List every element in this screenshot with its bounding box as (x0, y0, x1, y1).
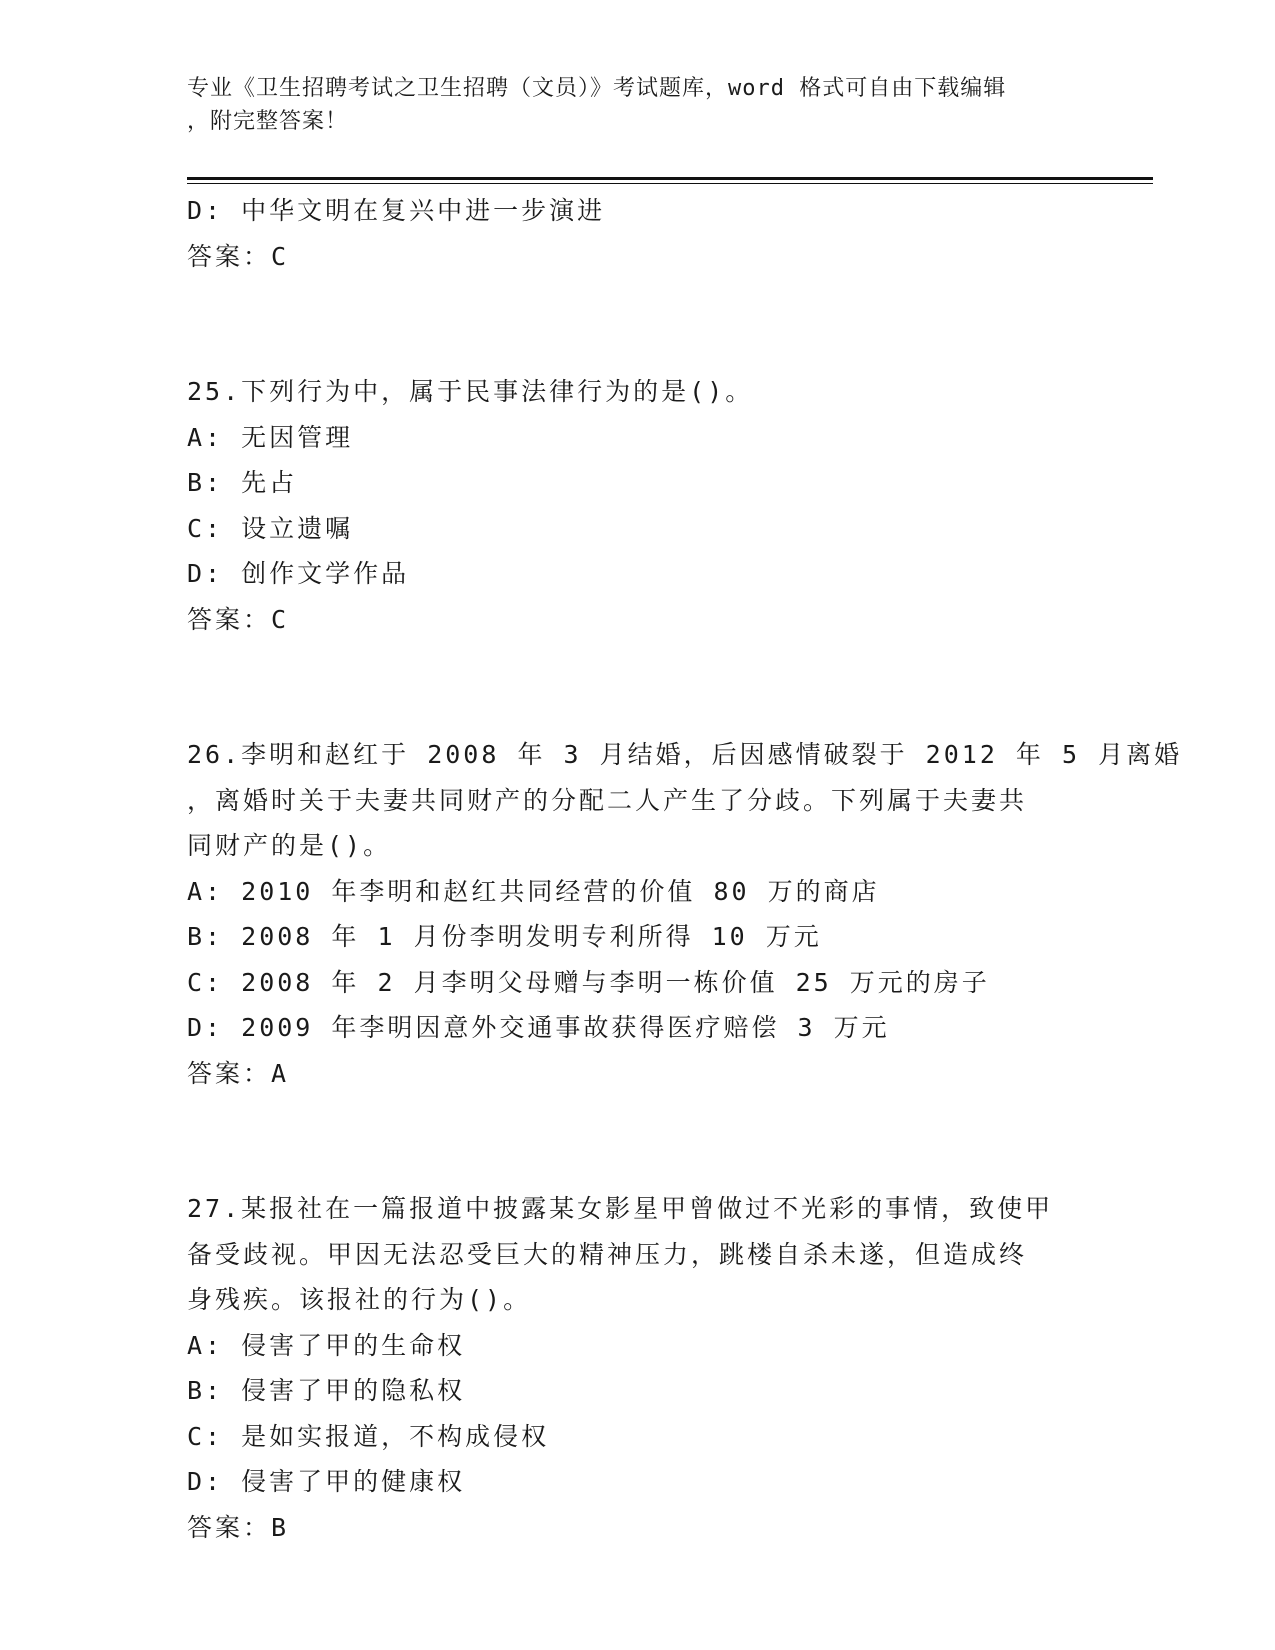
header-rule-thin (187, 183, 1153, 184)
question-26 (187, 732, 1183, 1096)
spacer (187, 642, 1087, 732)
question-stem-line: ，离婚时关于夫妻共同财产的分配二人产生了分歧。下列属于夫妻共 (187, 785, 1028, 815)
question-stem-line: 26.李明和赵红于 2008 年 3 月结婚，后因感情破裂于 2012 年 5 月离婚 (187, 740, 1183, 769)
question-content (187, 188, 1183, 1550)
option-a: A: 侵害了甲的生命权 (187, 1330, 466, 1360)
answer-line: 答案：C (187, 241, 290, 271)
header-line-1: 专业《卫生招聘考试之卫生招聘（文员）》考试题库，word 格式可自由下载编辑 (187, 76, 1007, 101)
question-stem-line: 备受歧视。甲因无法忍受巨大的精神压力，跳楼自杀未遂，但造成终 (187, 1239, 1028, 1269)
spacer (187, 279, 1087, 369)
option-c: C: 是如实报道，不构成侵权 (187, 1421, 550, 1451)
option-d: D: 中华文明在复兴中进一步演进 (187, 196, 606, 225)
header-line-2: ，附完整答案！ (187, 109, 349, 134)
option-a: A: 无因管理 (187, 422, 354, 452)
header-rule-thick (187, 177, 1153, 180)
option-c: C: 设立遗嘱 (187, 513, 354, 543)
question-stem-line: 身残疾。该报社的行为()。 (187, 1285, 532, 1314)
answer-line: 答案：B (187, 1512, 290, 1542)
answer-line: 答案：C (187, 604, 290, 634)
question-stem: 25.下列行为中，属于民事法律行为的是()。 (187, 377, 754, 406)
answer-line: 答案：A (187, 1058, 290, 1088)
option-d: D: 侵害了甲的健康权 (187, 1467, 466, 1496)
option-b: B: 侵害了甲的隐私权 (187, 1376, 466, 1405)
prev-question-block (187, 188, 1087, 279)
option-c: C: 2008 年 2 月李明父母赠与李明一栋价值 25 万元的房子 (187, 967, 990, 997)
option-d: D: 创作文学作品 (187, 559, 410, 588)
option-a: A: 2010 年李明和赵红共同经营的价值 80 万的商店 (187, 876, 880, 906)
question-25 (187, 369, 1087, 642)
question-stem-line: 同财产的是()。 (187, 831, 392, 860)
option-b: B: 先占 (187, 468, 298, 497)
option-b: B: 2008 年 1 月份李明发明专利所得 10 万元 (187, 922, 822, 951)
spacer (187, 1096, 1087, 1186)
option-d: D: 2009 年李明因意外交通事故获得医疗赔偿 3 万元 (187, 1013, 890, 1042)
question-stem-line: 27.某报社在一篇报道中披露某女影星甲曾做过不光彩的事情，致使甲 (187, 1194, 1054, 1223)
question-27 (187, 1186, 1087, 1550)
document-header (187, 72, 1067, 138)
